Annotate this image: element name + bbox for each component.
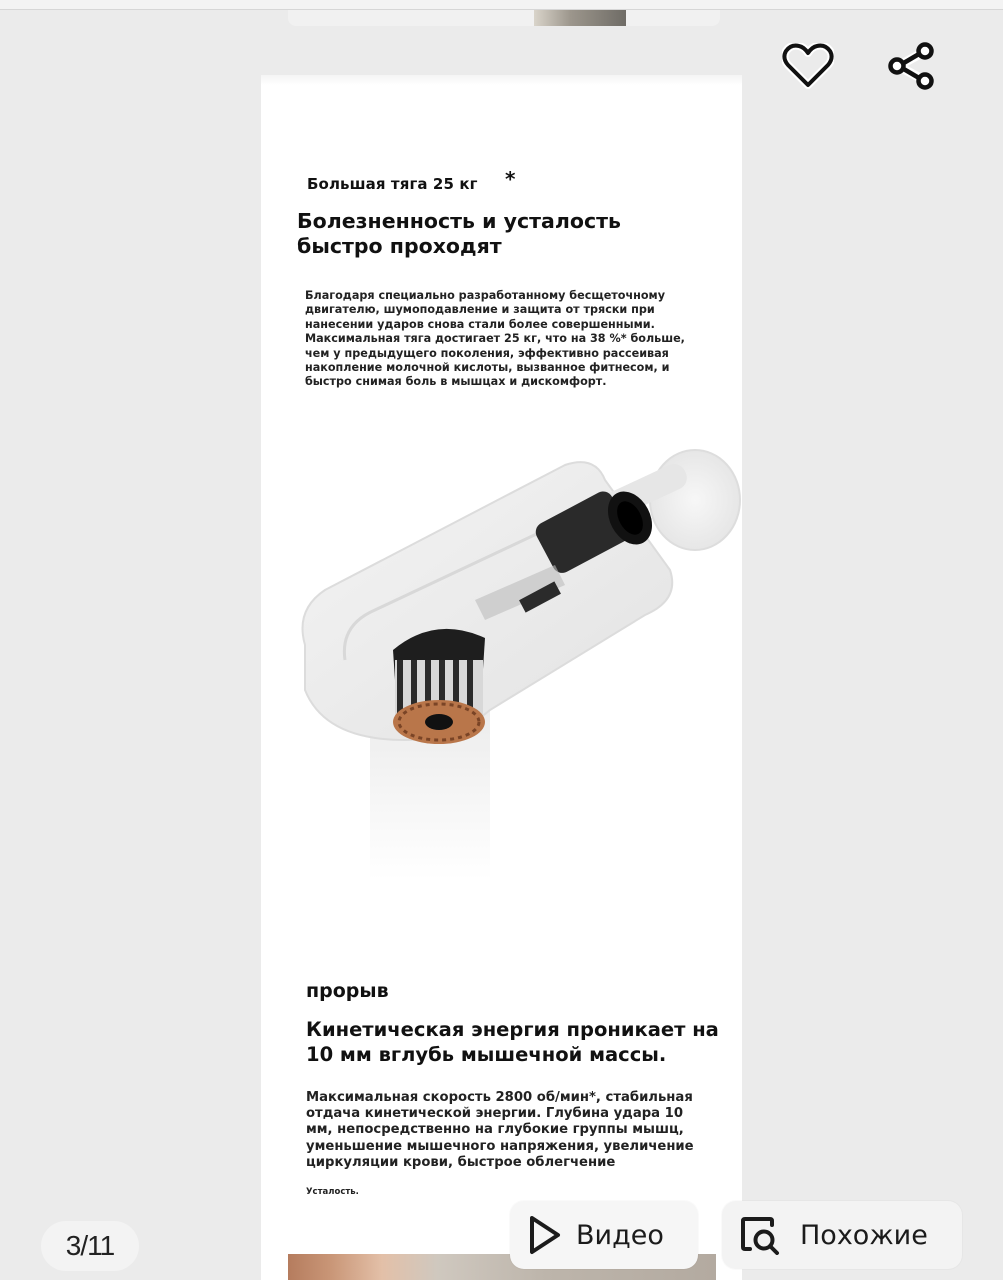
play-icon — [528, 1215, 562, 1255]
similar-button-label: Похожие — [800, 1219, 928, 1251]
top-status-strip — [0, 0, 1003, 10]
like-button[interactable] — [780, 38, 836, 94]
footnote-text: Усталость. — [306, 1187, 359, 1197]
slide-top-shadow — [261, 75, 742, 85]
massage-gun-illustration — [285, 410, 745, 880]
previous-slide-image-edge — [534, 10, 626, 26]
section-headline: Кинетическая энергия проникает на 10 мм вглубь мышечной массы. — [306, 1018, 719, 1066]
gallery-counter: 3/11 — [41, 1221, 139, 1271]
slide-description: Благодаря специально разработанному бесщеточному двигателю, шумоподавление и защита от тряски при нанесении ударов снова стали более совершенными. Максимальная тяга достигает 25 кг, что на 38 %* больше, чем у предыдущего поколения, эффективно рассеивая накопление молочной кислоты, вызванное фитнесом, и быстро снимая боль в мышцах и дискомфорт. — [305, 289, 685, 389]
section-label: прорыв — [306, 980, 389, 1002]
share-button[interactable] — [884, 38, 940, 94]
heart-icon — [782, 43, 834, 89]
previous-slide-edge — [288, 10, 720, 26]
video-button-label: Видео — [576, 1219, 664, 1251]
brushless-motor — [393, 629, 485, 744]
image-search-icon — [740, 1215, 782, 1255]
share-icon — [886, 40, 938, 92]
asterisk-mark: * — [505, 167, 516, 191]
video-button[interactable] — [510, 1201, 698, 1269]
feature-label: Большая тяга 25 кг — [307, 175, 478, 193]
section-description: Максимальная скорость 2800 об/мин*, стабильная отдача кинетической энергии. Глубина удара 10 мм, непосредственно на глубокие группы мышц, уменьшение мышечного напряжения, увеличение циркуляции крови, быстрое облегчение — [306, 1090, 694, 1170]
slide-headline: Болезненность и усталость быстро проходят — [297, 209, 621, 258]
similar-button[interactable] — [722, 1201, 962, 1269]
